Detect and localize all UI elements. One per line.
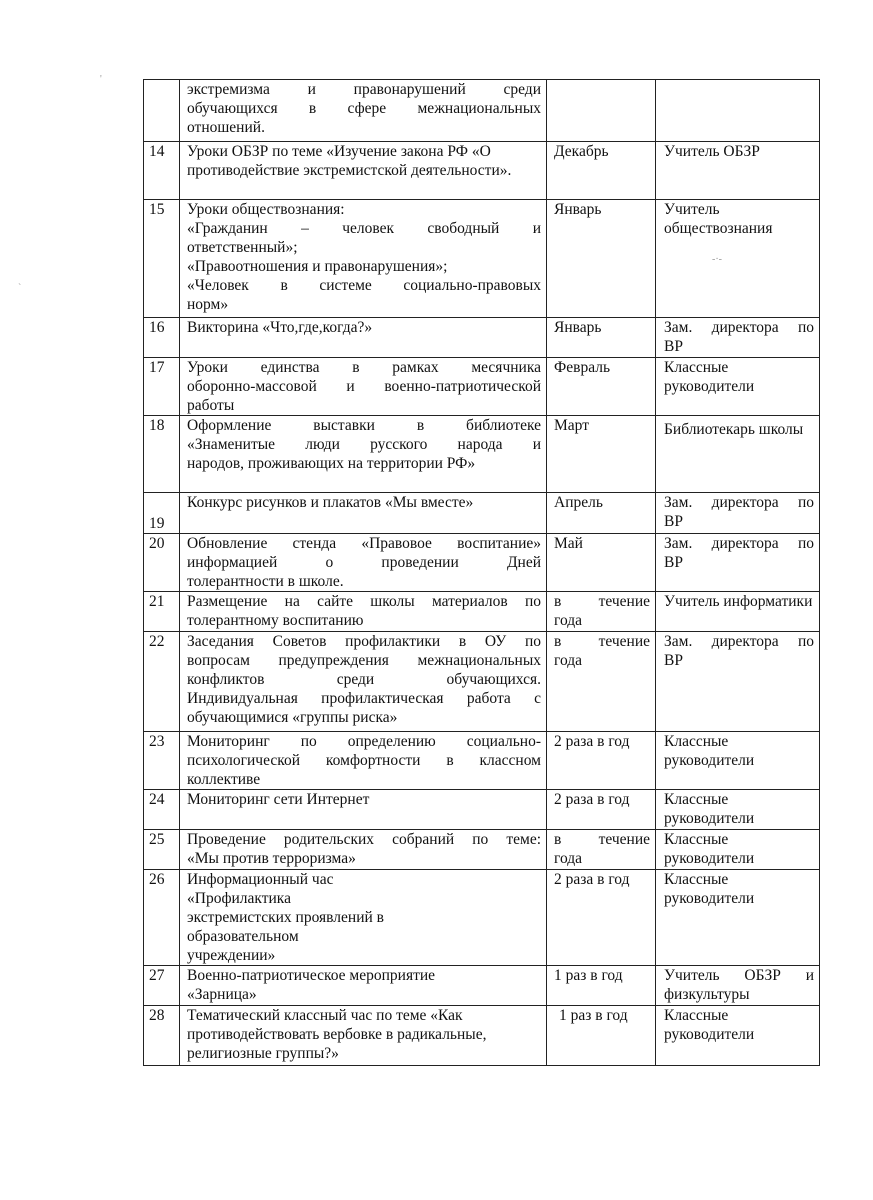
responsible-cell: Зам. директора по ВР (656, 493, 820, 534)
event-plan-table (143, 79, 820, 1066)
date-cell: 1 раз в год (547, 966, 656, 1006)
date-cell: 2 раза в год (547, 732, 656, 790)
event-cell: Оформление выставки в библиотеке «Знаменитые люди русского народа и народов, проживающих на территории РФ» (180, 416, 547, 493)
event-cell: Уроки единства в рамках месячника оборонно-массовой и военно-патриотической работы (180, 358, 547, 416)
row-number: 24 (144, 790, 180, 830)
event-cell: Размещение на сайте школы материалов по толерантному воспитанию (180, 592, 547, 632)
table-row (144, 790, 820, 830)
table-row (144, 870, 820, 966)
scan-speck: -·- (712, 254, 722, 265)
table-row (144, 632, 820, 732)
date-cell: в течение года (547, 592, 656, 632)
event-cell: экстремизма и правонарушений среди обучающихся в сфере межнациональных отношений. (180, 80, 547, 142)
responsible-cell: Классные руководители (656, 732, 820, 790)
table-row (144, 534, 820, 592)
responsible-cell: Учитель информатики (656, 592, 820, 632)
table-row (144, 80, 820, 142)
row-number: 27 (144, 966, 180, 1006)
date-cell: Март (547, 416, 656, 493)
event-cell: Проведение родительских собраний по теме: «Мы против терроризма» (180, 830, 547, 870)
date-cell (547, 80, 656, 142)
date-cell: 2 раза в год (547, 870, 656, 966)
row-number: 25 (144, 830, 180, 870)
event-cell: Уроки обществознания: «Гражданин – человек свободный и ответственный»; «Правоотношения и правонарушения»; «Человек в системе социально-правовых норм» (180, 200, 547, 318)
date-cell: Январь (547, 200, 656, 318)
responsible-cell: Учитель ОБЗР (656, 142, 820, 200)
responsible-cell: Классные руководители (656, 830, 820, 870)
table-row (144, 732, 820, 790)
row-number: 16 (144, 318, 180, 358)
table-row (144, 966, 820, 1006)
responsible-cell: Зам. директора по ВР (656, 318, 820, 358)
responsible-cell: Учитель ОБЗР и физкультуры (656, 966, 820, 1006)
date-cell: Декабрь (547, 142, 656, 200)
responsible-cell: Классные руководители (656, 790, 820, 830)
row-number: 19 (144, 493, 180, 534)
date-cell: в течение года (547, 632, 656, 732)
event-cell: Уроки ОБЗР по теме «Изучение закона РФ «О противодействие экстремистской деятельности». (180, 142, 547, 200)
date-cell: Апрель (547, 493, 656, 534)
event-cell: Мониторинг сети Интернет (180, 790, 547, 830)
responsible-cell: Зам. директора по ВР (656, 534, 820, 592)
event-cell: Конкурс рисунков и плакатов «Мы вместе» (180, 493, 547, 534)
table-row (144, 493, 820, 534)
table-row (144, 1006, 820, 1066)
row-number: 28 (144, 1006, 180, 1066)
row-number: 26 (144, 870, 180, 966)
row-number: 23 (144, 732, 180, 790)
row-number: 18 (144, 416, 180, 493)
date-cell: в течение года (547, 830, 656, 870)
event-cell: Информационный час «Профилактика экстремистских проявлений в образовательном учреждении» (180, 870, 547, 966)
responsible-cell: Классные руководители (656, 1006, 820, 1066)
table-row (144, 142, 820, 200)
scan-speck: ` (18, 283, 22, 294)
row-number: 22 (144, 632, 180, 732)
date-cell: Май (547, 534, 656, 592)
date-cell: 2 раза в год (547, 790, 656, 830)
scan-speck: ' (100, 74, 102, 85)
table-row (144, 200, 820, 318)
table-row (144, 358, 820, 416)
event-cell: Заседания Советов профилактики в ОУ по вопросам предупреждения межнациональных конфликтов среди обучающихся. Индивидуальная профилактическая работа с обучающимися «группы риска» (180, 632, 547, 732)
row-number: 20 (144, 534, 180, 592)
event-cell: Тематический классный час по теме «Как противодействовать вербовке в радикальные, религиозные группы?» (180, 1006, 547, 1066)
responsible-cell (656, 80, 820, 142)
table-row (144, 416, 820, 493)
table-row (144, 592, 820, 632)
row-number (144, 80, 180, 142)
responsible-cell: Учитель обществознания (656, 200, 820, 318)
row-number: 14 (144, 142, 180, 200)
row-number: 21 (144, 592, 180, 632)
event-cell: Мониторинг по определению социально- психологической комфортности в классном коллективе (180, 732, 547, 790)
event-cell: Обновление стенда «Правовое воспитание» информацией о проведении Дней толерантности в школе. (180, 534, 547, 592)
row-number: 15 (144, 200, 180, 318)
responsible-cell: Классные руководители (656, 870, 820, 966)
responsible-cell: Классные руководители (656, 358, 820, 416)
date-cell: Январь (547, 318, 656, 358)
event-cell: Викторина «Что,где,когда?» (180, 318, 547, 358)
table-row (144, 318, 820, 358)
row-number: 17 (144, 358, 180, 416)
table-row (144, 830, 820, 870)
responsible-cell: Зам. директора по ВР (656, 632, 820, 732)
date-cell: 1 раз в год (547, 1006, 656, 1066)
responsible-cell: Библиотекарь школы (656, 416, 820, 493)
date-cell: Февраль (547, 358, 656, 416)
event-cell: Военно-патриотическое мероприятие «Зарница» (180, 966, 547, 1006)
